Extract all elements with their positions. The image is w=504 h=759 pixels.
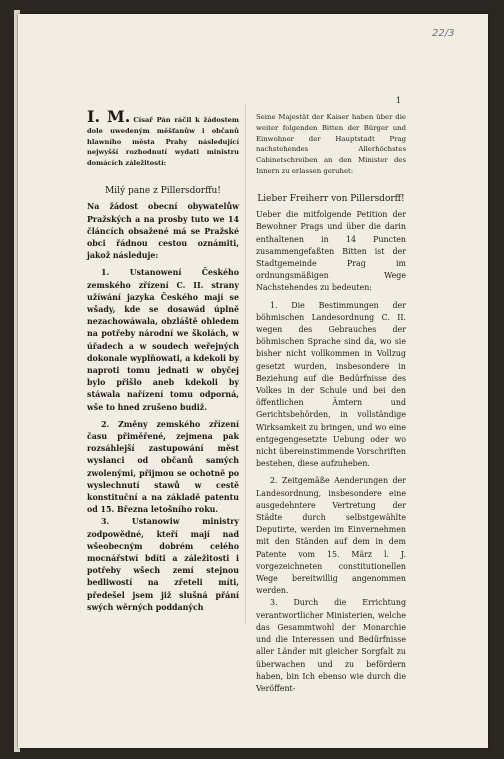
czech-intro-text: Císař Pán ráčil k žádostem dole uwedeným měšťanůw i občanů hlawního města Prahy následující nejwyšší rozhodnutí wydati ministru domácích záležitostí: [87, 116, 240, 168]
german-opening: Ueber die mitfolgende Petition der Bewohner Prags und über die darin enthaltenen in 14 Puncten zusammengefaßten Bitten ist der Stadtgemeinde Prag im ordnungsmäßigen Wege Nachstehendes zu bedeuten: [256, 210, 406, 293]
german-item-3: 3. Durch die Errichtung verantwortlicher Ministerien, welche das Gesammtwohl der Monarchie und die Interessen und Bedürfnisse aller Länder mit gleicher Sorgfalt zu überwachen und zu befördern haben, bin Ich ebenso wie durch die Veröffent- [256, 598, 406, 693]
german-item-2: 2. Zeitgemäße Aenderungen der Landesordnung, insbesondere eine ausgedehntere Vertretung der Städte durch selbstgewählte Deputirte, werden im Einvernehmen mit den Ständen auf dem in dem Patente vom 15. März l. J. vorgezeichneten constitutionellen Wege bereitwillig angenommen werden. [256, 476, 406, 596]
czech-item-3: 3. Ustanowiw ministry zodpowědné, kteří mají nad wšeobecným dobrém celého mocnářstwí bdíti a záležitosti i potřeby wšech zemí stejnou bedliwostí na zřeteli míti, předešel jsem již slušná přání swých wěrných poddaných [87, 517, 239, 612]
czech-intro [87, 107, 240, 169]
german-salutation: Lieber Freiherr von Pillersdorff! [257, 193, 405, 204]
german-intro: Seine Majestät der Kaiser haben über die weiter folgenden Bitten der Bürger und Einwohner der Hauptstadt Prag nachstehendes Allerhöchstes Cabinetschreiben an den Minister des Innern zu erlassen geruhet: [256, 113, 406, 175]
column-divider [245, 104, 246, 624]
czech-column [87, 107, 240, 614]
czech-opening: Na žádost obecní obywatelůw Pražských a na prosby tuto we 14 článcích obsažené má se Pražské obci řádnou cestou oznámiti, jakož následuje: [87, 202, 239, 261]
page-number: 1 [396, 96, 402, 105]
czech-salutation: Milý pane z Pillersdorffu! [105, 185, 221, 196]
german-column [256, 112, 406, 695]
czech-item-2: 2. Změny zemského zřízení času přiměřené, zejmena pak rozsáhlejší zastupowání měst wyslanci od občanů samých zwolenými, přijmou se ochotně po wyslechnutí stawů w cestě konstituční a na základě patentu od 15. Března letošního roku. [87, 419, 239, 515]
czech-item-1: 1. Ustanowení Českého zemského zřízení C. II. strany užíwání jazyka Českého mají se wšady, kde se dosawád úplně nezachowáwala, obzláště ohledem na potřeby národní we školách, w úřadech a w soudech weřejných dokonale wyplňowati, a kdekoli by naproti tomu jednati w obyčej bylo přišlo aneb kdekoli by stáwala nařízení tomu odporná, wše to hned zrušeno budiž. [87, 268, 239, 412]
czech-intro-lead: I. M. [87, 107, 131, 126]
archive-mark: 22/3 [432, 28, 455, 39]
german-item-1: 1. Die Bestimmungen der böhmischen Landesordnung C. II. wegen des Gebrauches der böhmischen Sprache sind da, wo sie bisher nicht vollkommen in Vollzug gesetzt wurden, insbesondere in Beziehung auf die Bedürfnisse des Volkes in der Schule und bei den öffentlichen Ämtern und Gerichtsbehörden, in vollständige Wirksamkeit zu bringen, und wo eine entgegengesetzte Uebung oder wo nicht übereinstimmende Vorschriften bestehen, diese aufzuheben. [256, 300, 406, 469]
